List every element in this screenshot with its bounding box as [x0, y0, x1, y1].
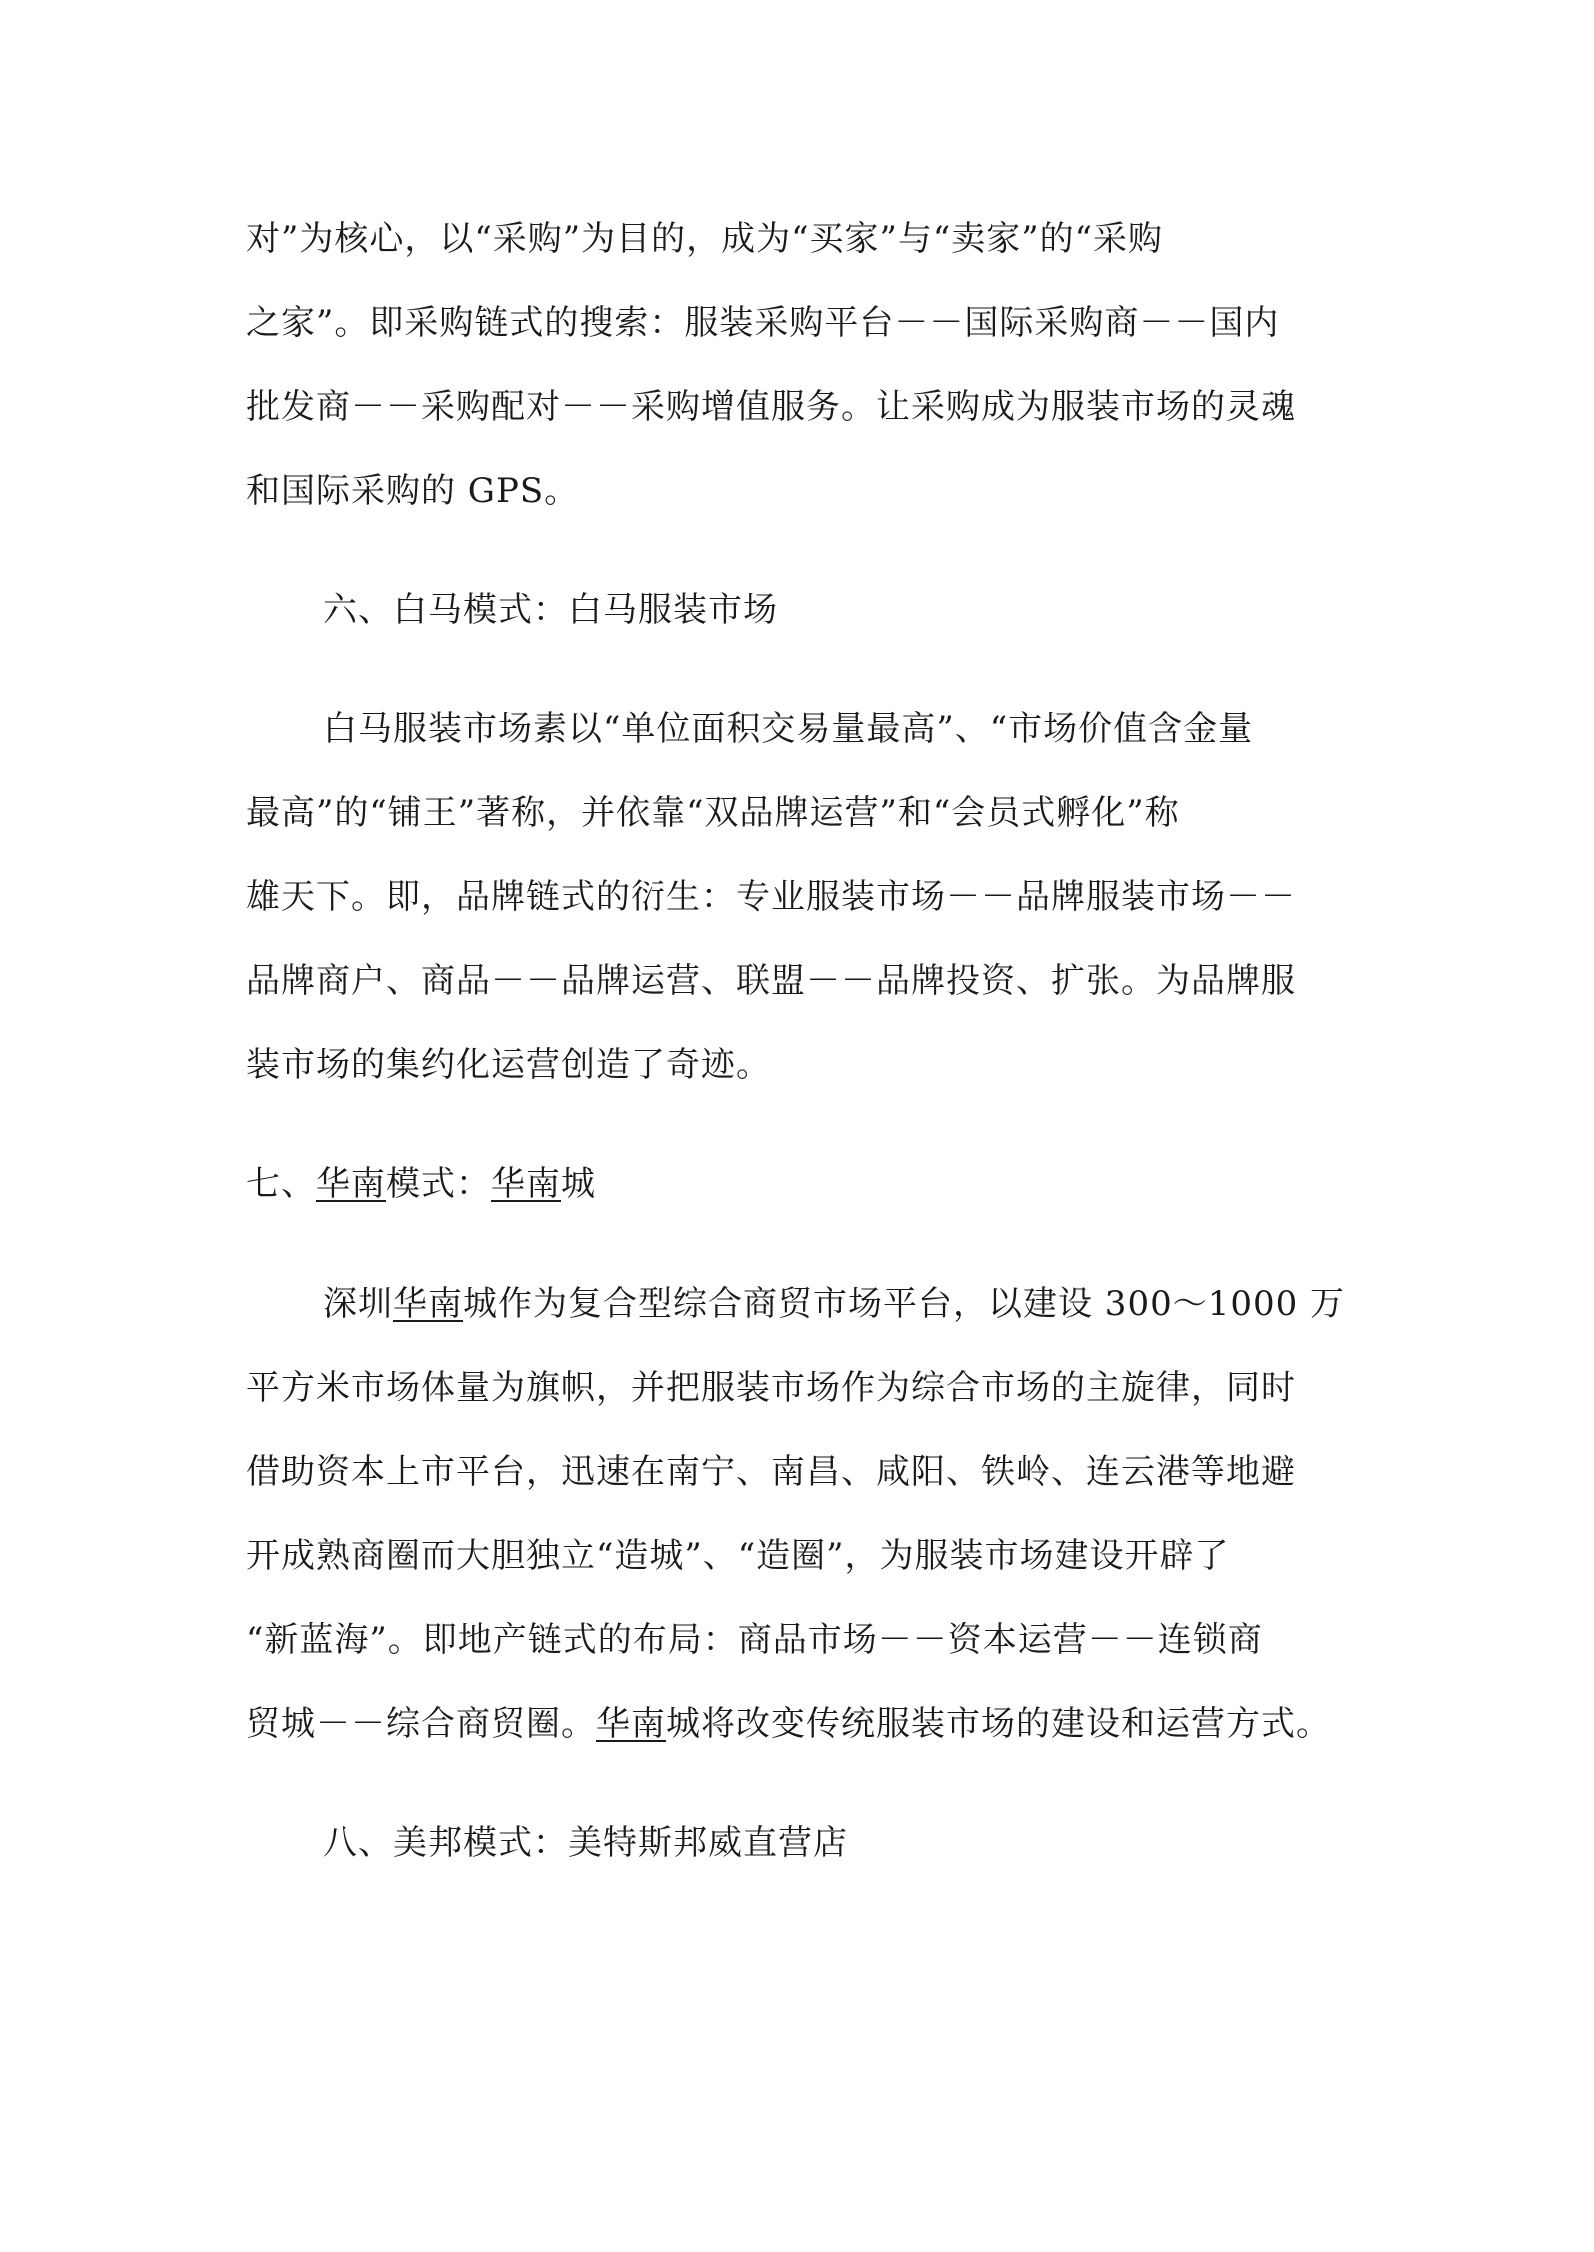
- underlined-term: 华南: [596, 1704, 666, 1744]
- text-run: 贸城－－综合商贸圈。: [246, 1704, 596, 1744]
- paragraph-line: 装市场的集约化运营创造了奇迹。: [246, 1045, 771, 1085]
- section-heading: [246, 1163, 596, 1205]
- paragraph-line: [323, 1283, 1345, 1325]
- paragraph-line: 借助资本上市平台，迅速在南宁、南昌、咸阳、铁岭、连云港等地避: [246, 1452, 1296, 1492]
- paragraph-line: [246, 1703, 1331, 1745]
- paragraph-line: 最高”的“铺王”著称，并依靠“双品牌运营”和“会员式孵化”称: [246, 793, 1180, 833]
- underlined-term: 华南: [316, 1164, 386, 1204]
- heading-text: 模式：: [386, 1164, 491, 1204]
- paragraph-line: 之家”。即采购链式的搜索：服装采购平台－－国际采购商－－国内: [246, 303, 1280, 343]
- paragraph-line: 白马服装市场素以“单位面积交易量最高”、“市场价值含金量: [323, 709, 1254, 749]
- heading-text: 城: [561, 1164, 596, 1204]
- text-run: 深圳: [323, 1284, 393, 1324]
- paragraph-line: “新蓝海”。即地产链式的布局：商品市场－－资本运营－－连锁商: [246, 1620, 1263, 1660]
- text-run: 城将改变传统服装市场的建设和运营方式。: [666, 1704, 1331, 1744]
- section-heading: 八、美邦模式：美特斯邦威直营店: [323, 1823, 848, 1863]
- paragraph-line: 开成熟商圈而大胆独立“造城”、“造圈”，为服装市场建设开辟了: [246, 1536, 1230, 1576]
- underlined-term: 华南: [491, 1164, 561, 1204]
- paragraph-line: 批发商－－采购配对－－采购增值服务。让采购成为服装市场的灵魂: [246, 387, 1296, 427]
- section-heading: 六、白马模式：白马服装市场: [323, 590, 778, 630]
- paragraph-line: 品牌商户、商品－－品牌运营、联盟－－品牌投资、扩张。为品牌服: [246, 961, 1296, 1001]
- paragraph-line: 平方米市场体量为旗帜，并把服装市场作为综合市场的主旋律，同时: [246, 1368, 1296, 1408]
- paragraph-line: 对”为核心，以“采购”为目的，成为“买家”与“卖家”的“采购: [246, 219, 1164, 259]
- heading-text: 七、: [246, 1164, 316, 1204]
- paragraph-line: 雄天下。即，品牌链式的衍生：专业服装市场－－品牌服装市场－－: [246, 877, 1296, 917]
- underlined-term: 华南: [393, 1284, 463, 1324]
- paragraph-line: 和国际采购的 GPS。: [246, 471, 580, 511]
- text-run: 城作为复合型综合商贸市场平台，以建设 300～1000 万: [463, 1284, 1346, 1324]
